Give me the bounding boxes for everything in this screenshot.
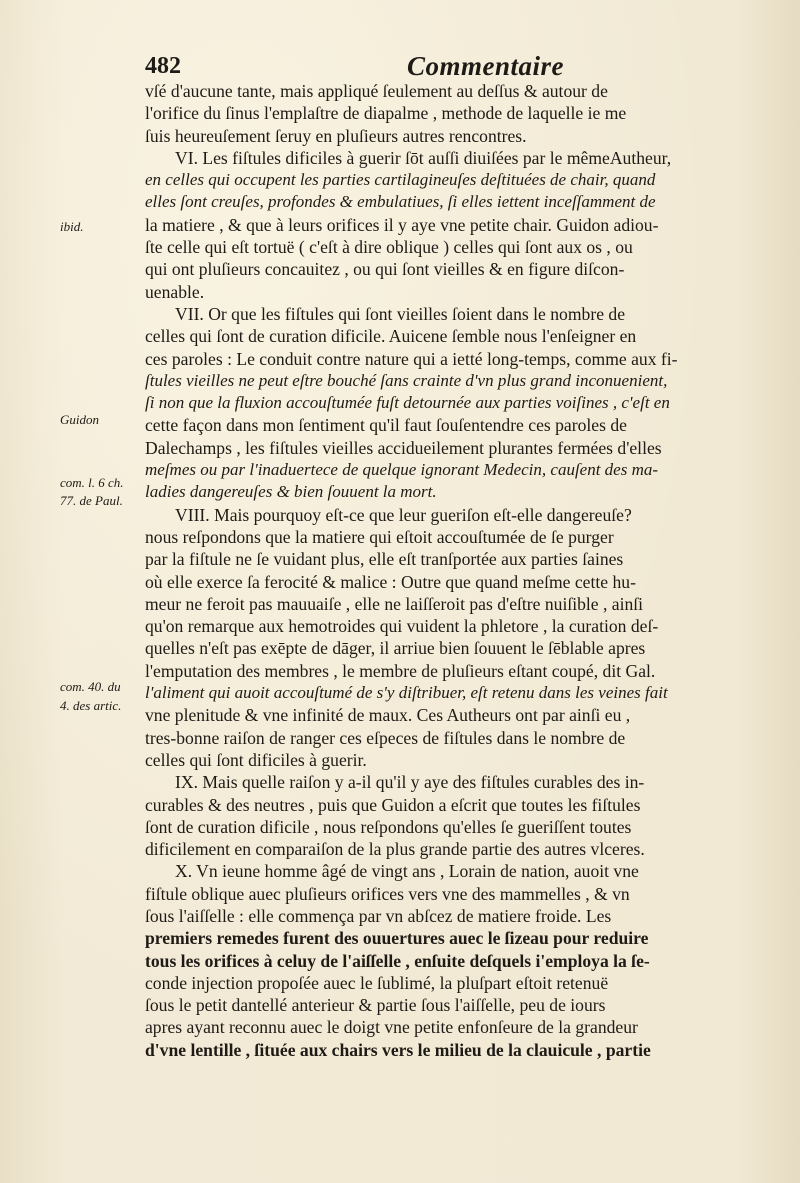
text-line: ſous l'aiſſelle : elle commença par vn abſcez de matiere froide. Les xyxy=(145,905,612,926)
text-line: par la fiſtule ne ſe vuidant plus, elle eſt tranſportée aux parties ſaines xyxy=(145,549,624,570)
text-line: celles qui ſont dificiles à guerir. xyxy=(145,749,367,770)
text-line: quelles n'eſt pas exēpte de dāger, il arriue bien ſouuent le ſēblable apres xyxy=(145,638,646,659)
text-line: où elle exerce ſa ferocité & malice : Outre que quand meſme cette hu- xyxy=(145,571,636,592)
text-line: curables & des neutres , puis que Guidon a eſcrit que toutes les fiſtules xyxy=(145,794,641,815)
text-line: elles ſont creuſes, profondes & embulatiues, ſi elles iettent inceſſamment de xyxy=(145,192,656,212)
text-line: la matiere , & que à leurs orifices il y aye vne petite chair. Guidon adiou- xyxy=(145,214,659,235)
text-line: ſont de curation dificile , nous reſpondons qu'elles ſe gueriſſent toutes xyxy=(145,816,632,837)
text-line: en celles qui occupent les parties cartilagineuſes deſtituées de chair, quand xyxy=(145,170,656,190)
paragraph-vii-start: VII. Or que les fiſtules qui ſont vieilles ſoient dans le nombre de xyxy=(175,303,626,324)
text-line: ſous le petit dantellé anterieur & partie ſous l'aiſſelle, peu de iours xyxy=(145,995,606,1016)
text-line: ladies dangereuſes & bien ſouuent la mort. xyxy=(145,482,437,502)
margin-note-guidon: Guidon xyxy=(60,412,99,427)
margin-note-articles: 4. des artic. xyxy=(60,698,122,713)
text-line: cette façon dans mon ſentiment qu'il faut ſouſentendre ces paroles de xyxy=(145,415,627,436)
text-line: qui ont pluſieurs concauitez , ou qui ſont vieilles & en figure diſcon- xyxy=(145,259,625,280)
text-line: conde injection propoſée auec le ſublimé, la pluſpart eſtoit retenuë xyxy=(145,972,609,993)
page-number: 482 xyxy=(145,53,181,79)
text-line: ſuis heureuſement ſeruy en pluſieurs autres rencontres. xyxy=(145,125,527,146)
margin-note-ibid: ibid. xyxy=(60,219,84,234)
text-line: dificilement en comparaiſon de la plus grande partie des autres vlceres. xyxy=(145,839,645,860)
text-line: Dalechamps , les fiſtules vieilles accidueilement plurantes fermées d'elles xyxy=(145,437,662,458)
text-line: l'aliment qui auoit accouſtumé de s'y diſtribuer, eſt retenu dans les veines fait xyxy=(145,683,668,703)
text-line: vne plenitude & vne infinité de maux. Ces Autheurs ont par ainſi eu , xyxy=(145,705,631,726)
text-line: uenable. xyxy=(145,281,205,302)
text-line: ces paroles : Le conduit contre nature qui a ietté long-temps, comme aux fi- xyxy=(145,348,678,369)
text-line: ſi non que la fluxion accouſtumée fuſt detournée aux parties voiſines , c'eſt en xyxy=(145,393,670,413)
text-line: vſé d'aucune tante, mais appliqué ſeulement au deſſus & autour de xyxy=(145,81,608,101)
paragraph-viii-start: VIII. Mais pourquoy eſt-ce que leur gueriſon eſt-elle dangereuſe? xyxy=(175,504,632,525)
text-line: qu'on remarque aux hemotroides qui vuident la phletore , la curation deſ- xyxy=(145,616,659,637)
text-line: fiſtule oblique auec pluſieurs orifices vers vne des mammelles , & vn xyxy=(145,883,630,904)
paragraph-ix-start: IX. Mais quelle raiſon y a-il qu'il y aye des fiſtules curables des in- xyxy=(175,772,645,793)
text-line: celles qui ſont de curation dificile. Auicene ſemble nous l'enſeigner en xyxy=(145,326,637,347)
margin-note-paul: 77. de Paul. xyxy=(60,493,123,508)
text-line: l'emputation des membres , le membre de pluſieurs eſtant coupé, dit Gal. xyxy=(145,660,656,681)
text-line: ſte celle qui eſt tortuë ( c'eſt à dire oblique ) celles qui ſont aux os , ou xyxy=(145,237,633,258)
body-text xyxy=(145,80,785,1061)
text-line: premiers remedes furent des ouuertures auec le ſizeau pour reduire xyxy=(145,928,649,949)
paragraph-vi-start: VI. Les fiſtules dificiles à guerir ſōt auſſi diuiſées par le mêmeAutheur, xyxy=(175,147,672,168)
text-line: nous reſpondons que la matiere qui eſtoit accouſtumée de ſe purger xyxy=(145,526,614,547)
running-title: Commentaire xyxy=(407,51,565,81)
text-line: d'vne lentille , ſituée aux chairs vers le milieu de la clauicule , partie xyxy=(145,1039,651,1060)
margin-notes xyxy=(0,0,140,1183)
margin-note-com-40: com. 40. du xyxy=(60,679,121,694)
text-line: meſmes ou par l'inaduertece de quelque ignorant Medecin, cauſent des ma- xyxy=(145,460,659,480)
text-line: meur ne feroit pas mauuaiſe , elle ne laiſſeroit pas d'eſtre nuiſible , ainſi xyxy=(145,593,644,614)
margin-note-com-l6: com. l. 6 ch. xyxy=(60,475,124,490)
paragraph-x-start: X. Vn ieune homme âgé de vingt ans , Lorain de nation, auoit vne xyxy=(175,861,639,882)
text-line: l'orifice du ſinus l'emplaſtre de diapalme , methode de laquelle ie me xyxy=(145,103,627,124)
text-line: apres ayant reconnu auec le doigt vne petite enfonſeure de la grandeur xyxy=(145,1017,638,1038)
text-line: tres-bonne raiſon de ranger ces eſpeces de fiſtules dans le nombre de xyxy=(145,727,626,748)
text-line: tous les orifices à celuy de l'aiſſelle , enſuite deſquels i'employa la ſe- xyxy=(145,950,650,971)
text-line: ſtules vieilles ne peut eſtre bouché ſans crainte d'vn plus grand inconuenient, xyxy=(145,370,668,390)
